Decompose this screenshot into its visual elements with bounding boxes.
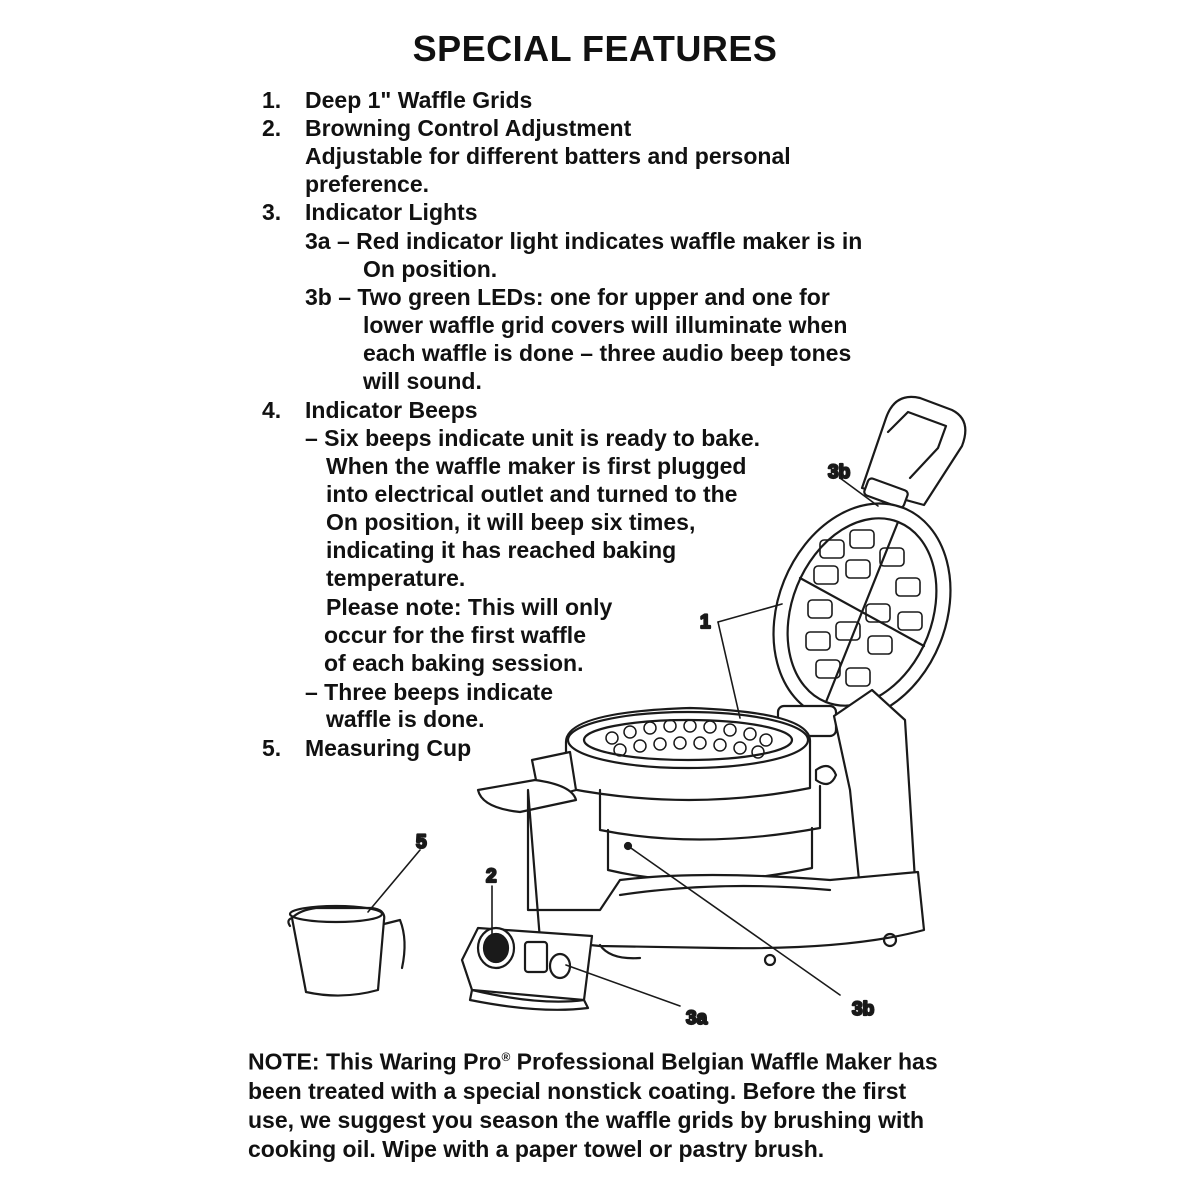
handle-drawing: [862, 397, 965, 509]
note-paragraph: [248, 1043, 948, 1164]
page-title: SPECIAL FEATURES: [412, 28, 778, 69]
feature-title-measuring-cup: Measuring Cup: [305, 735, 472, 761]
measuring-cup-drawing: [288, 906, 404, 996]
feature-number: 5.: [262, 735, 282, 761]
feature-desc-line: each waffle is done – three audio beep tones: [363, 340, 852, 366]
feature-number: 3.: [262, 199, 282, 225]
feature-desc-line: On position.: [363, 256, 498, 282]
lower-plate-drawing: [566, 708, 810, 800]
registered-mark: ®: [501, 1050, 511, 1064]
feature-desc-line: When the waffle maker is first plugged: [326, 453, 747, 479]
feature-desc-line: lower waffle grid covers will illuminate when: [363, 312, 848, 338]
feature-number: 4.: [262, 397, 282, 423]
note-brand: This Waring Pro: [319, 1048, 502, 1075]
feature-number: 1.: [262, 87, 282, 113]
callout-5: 5: [416, 832, 427, 853]
feature-title-indicator-beeps: Indicator Beeps: [305, 397, 478, 423]
feature-desc-line: Please note: This will only: [326, 594, 613, 620]
feature-number: 2.: [262, 115, 282, 141]
feature-desc-line: – Three beeps indicate: [305, 679, 553, 705]
feature-desc-line: waffle is done.: [326, 706, 485, 732]
note-lead: NOTE:: [248, 1048, 320, 1075]
feature-title-indicator-lights: Indicator Lights: [305, 199, 478, 225]
callout-3b-bottom: 3b: [852, 999, 875, 1020]
callout-3a: 3a: [686, 1008, 708, 1029]
feature-desc-line: preference.: [305, 171, 430, 197]
feature-desc-line: – Six beeps indicate unit is ready to bake.: [305, 425, 761, 451]
feature-desc-line: into electrical outlet and turned to the: [326, 481, 738, 507]
feature-desc-line: will sound.: [363, 368, 482, 394]
callout-3b-top: 3b: [828, 462, 851, 483]
feature-desc-line: occur for the first waffle: [324, 622, 586, 648]
feature-title-waffle-grids: Deep 1" Waffle Grids: [305, 87, 533, 113]
callout-1: 1: [700, 612, 711, 633]
feature-desc-line: of each baking session.: [324, 650, 584, 676]
feature-desc-line: 3a – Red indicator light indicates waffle maker is in: [305, 228, 863, 254]
feature-desc-line: Adjustable for different batters and personal: [305, 143, 791, 169]
feature-desc-line: On position, it will beep six times,: [326, 509, 696, 535]
feature-desc-line: indicating it has reached baking: [326, 537, 677, 563]
feature-desc-line: 3b – Two green LEDs: one for upper and one for: [305, 284, 830, 310]
callout-2: 2: [486, 866, 497, 887]
feature-desc-line: temperature.: [326, 565, 466, 591]
note-body: Professional Belgian Waffle Maker has been treated with a special nonstick coating. Before the first use, we suggest you season the waffle grids by brushing with cooking oil. Wipe with a paper towel or pastry brush.: [248, 1048, 938, 1162]
feature-title-browning-control: Browning Control Adjustment: [305, 115, 632, 141]
